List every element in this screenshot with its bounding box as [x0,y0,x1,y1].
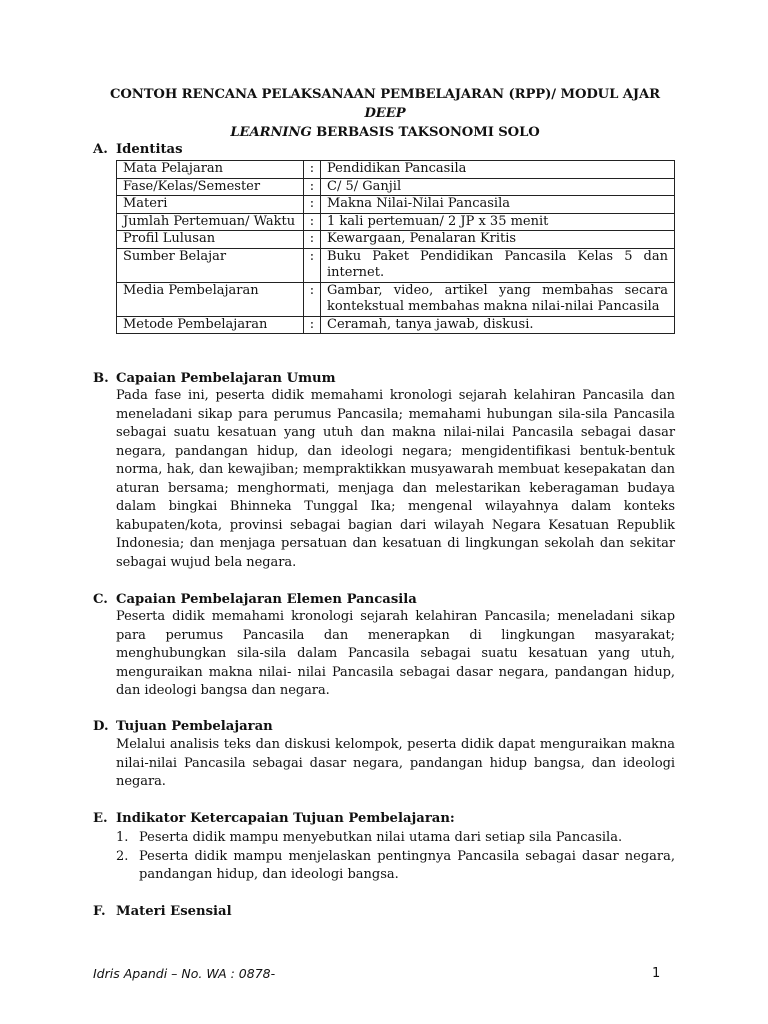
title-part-2: BERBASIS TAKSONOMI SOLO [311,125,540,140]
section-b-heading [93,370,336,388]
row-label: Profil Lulusan [117,231,304,249]
list-item-number: 1. [116,830,129,845]
row-label: Jumlah Pertemuan/ Waktu [117,213,304,231]
row-value: Buku Paket Pendidikan Pancasila Kelas 5 dan internet. [321,248,675,282]
title-italic-1: DEEP [364,106,406,121]
section-letter: C. [93,592,108,607]
table-row [117,248,675,282]
section-a-heading [93,141,183,159]
section-d-paragraph: Melalui analisis teks dan diskusi kelompok, peserta didik dapat menguraikan makna nilai-nilai Pancasila sebagai dasar negara, pandangan hidup bangsa, dan ideologi negara. [116,737,675,789]
row-label: Mata Pelajaran [117,161,304,179]
row-separator: : [304,316,321,334]
row-label: Sumber Belajar [117,248,304,282]
section-d-heading [93,718,273,736]
row-value: Pendidikan Pancasila [321,161,675,179]
row-separator: : [304,161,321,179]
row-value: Kewargaan, Penalaran Kritis [321,231,675,249]
title-part-1: CONTOH RENCANA PELAKSANAAN PEMBELAJARAN (RPP)/ MODUL AJAR [109,87,661,102]
list-item [116,829,675,848]
section-letter: D. [93,719,109,734]
row-separator: : [304,178,321,196]
row-value: Gambar, video, artikel yang membahas secara kontekstual membahas makna nilai-nilai Pancasila [321,282,675,316]
row-separator: : [304,282,321,316]
section-title: Capaian Pembelajaran Umum [116,371,336,386]
section-e-heading [93,810,455,828]
section-b-paragraph: Pada fase ini, peserta didik memahami kronologi sejarah kelahiran Pancasila dan meneladani sikap para perumus Pancasila; memahami hubungan sila-sila Pancasila sebagai suatu kesatuan yang utuh dan makna nilai-nilai Pancasila sebagai dasar negara, pandangan hidup, dan ideologi negara; mengidentifikasi bentuk-bentuk norma, hak, dan kewajiban; mempraktikkan musyawarah membuat kesepakatan dan aturan bersama; menghormati, menjaga dan melestarikan keberagaman budaya dalam bingkai Bhinneka Tunggal Ika; mengenal wilayahnya dalam konteks kabupaten/kota, provinsi sebagai bagian dari wilayah Negara Kesatuan Republik Indonesia; dan menjaga persatuan dan kesatuan di lingkungan sekolah dan sekitar sebagai wujud bela negara. [116,388,675,570]
identity-table [116,160,675,334]
section-title: Indikator Ketercapaian Tujuan Pembelajaran: [116,811,455,826]
page-number: 1 [652,966,661,981]
section-letter: A. [93,142,108,157]
document-title [100,85,670,142]
section-letter: B. [93,371,109,386]
row-value: Makna Nilai-Nilai Pancasila [321,196,675,214]
section-title: Tujuan Pembelajaran [116,719,273,734]
section-title: Capaian Pembelajaran Elemen Pancasila [116,592,417,607]
row-separator: : [304,196,321,214]
row-label: Fase/Kelas/Semester [117,178,304,196]
row-label: Media Pembelajaran [117,282,304,316]
row-label: Metode Pembelajaran [117,316,304,334]
table-row [117,178,675,196]
section-c-paragraph: Peserta didik memahami kronologi sejarah kelahiran Pancasila; meneladani sikap para perumus Pancasila dan menerapkan di lingkungan masyarakat; menghubungkan sila-sila dalam Pancasila sebagai suatu kesatuan yang utuh, menguraikan makna nilai- nilai Pancasila sebagai dasar negara, pandangan hidup, dan ideologi bangsa dan negara. [116,609,675,698]
row-value: Ceramah, tanya jawab, diskusi. [321,316,675,334]
title-italic-2: LEARNING [230,125,312,140]
footer-author: Idris Apandi – No. WA : 0878- [93,966,276,981]
row-separator: : [304,231,321,249]
section-f-heading [93,903,232,921]
section-c-heading [93,591,417,609]
list-item-text: Peserta didik mampu menjelaskan pentingnya Pancasila sebagai dasar negara, pandangan hidup, dan ideologi bangsa. [139,848,675,882]
list-item-number: 2. [116,848,129,864]
row-value: C/ 5/ Ganjil [321,178,675,196]
section-title: Materi Esensial [116,904,232,919]
table-row [117,282,675,316]
table-row [117,316,675,334]
table-row [117,161,675,179]
table-row [117,196,675,214]
list-item [116,848,675,885]
section-letter: F. [93,904,106,919]
row-value: 1 kali pertemuan/ 2 JP x 35 menit [321,213,675,231]
table-row [117,213,675,231]
list-item-text: Peserta didik mampu menyebutkan nilai utama dari setiap sila Pancasila. [139,830,623,845]
row-label: Materi [117,196,304,214]
section-title: Identitas [116,142,183,157]
section-letter: E. [93,811,108,826]
table-row [117,231,675,249]
indicator-list [116,829,675,885]
row-separator: : [304,213,321,231]
row-separator: : [304,248,321,282]
